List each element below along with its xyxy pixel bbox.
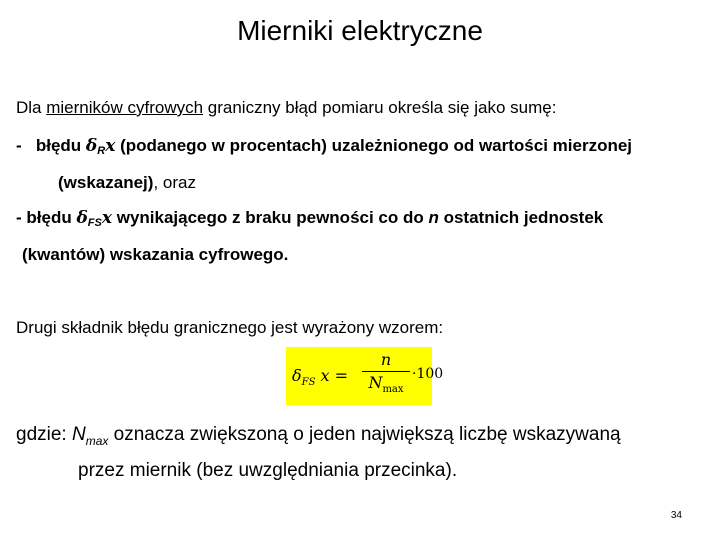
formula-denominator: [362, 373, 410, 395]
intro-text-1: Dla: [16, 98, 47, 117]
formula-box: [286, 347, 444, 405]
where-N: N: [71, 424, 86, 445]
bullet-2-delta: δ: [76, 208, 88, 228]
bullet-2-line-2: (kwantów) wskazania cyfrowego.: [22, 245, 289, 264]
intro-line: [16, 98, 556, 118]
where-post: oznacza zwiększoną o jeden największą liczbę wskazywaną: [108, 424, 621, 445]
bullet-2-post-1: wynikającego z braku pewności co do: [112, 208, 429, 227]
formula-sub: FS: [301, 377, 316, 389]
second-component-text: Drugi składnik błędu granicznego jest wyrażony wzorem:: [16, 318, 444, 337]
formula-den-sub: max: [382, 384, 404, 396]
bullet-1-cont-bold: (wskazanej): [58, 173, 154, 192]
bullet-1-var: x: [105, 136, 116, 156]
bullet-1-pre: błędu: [35, 136, 86, 155]
where-N-sub: max: [85, 433, 109, 448]
where-line-1: [16, 424, 621, 448]
bullet-1-cont-rest: , oraz: [153, 173, 196, 192]
page-number: 34: [670, 510, 682, 521]
formula-fraction: [362, 350, 410, 395]
bullet-2-sub: FS: [87, 217, 102, 229]
intro-underlined: mierników cyfrowych: [46, 98, 204, 117]
bullet-1-delta: δ: [85, 136, 98, 156]
formula-lhs: [292, 366, 348, 388]
formula-fraction-bar: [362, 371, 410, 372]
slide-title: Mierniki elektryczne: [237, 15, 483, 46]
bullet-1-dash: -: [16, 136, 27, 155]
bullet-2-pre: błędu: [26, 208, 77, 227]
bullet-2-post-2: ostatnich jednostek: [438, 208, 604, 227]
where-pre: gdzie:: [16, 424, 72, 445]
intro-text-2: graniczny błąd pomiaru określa się jako sumę:: [203, 98, 557, 117]
bullet-2-n: n: [428, 208, 439, 227]
where-line-2: przez miernik (bez uwzględniania przecinka).: [78, 460, 458, 481]
bullet-1-line-2: [58, 173, 196, 193]
bullet-1-line-1: [16, 136, 632, 157]
formula-numerator: n: [380, 350, 392, 369]
bullet-1-post: (podanego w procentach) uzależnionego od wartości mierzonej: [115, 136, 633, 155]
formula-rhs: ·100: [412, 366, 444, 382]
formula-lhs-rest: x =: [315, 366, 349, 385]
bullet-2-line-1: [16, 208, 603, 229]
formula-den-N: N: [368, 373, 383, 392]
bullet-1-sub: R: [97, 145, 106, 157]
formula-delta: δ: [292, 366, 302, 385]
bullet-2-var: x: [101, 208, 112, 228]
bullet-2-dash: -: [16, 208, 27, 227]
